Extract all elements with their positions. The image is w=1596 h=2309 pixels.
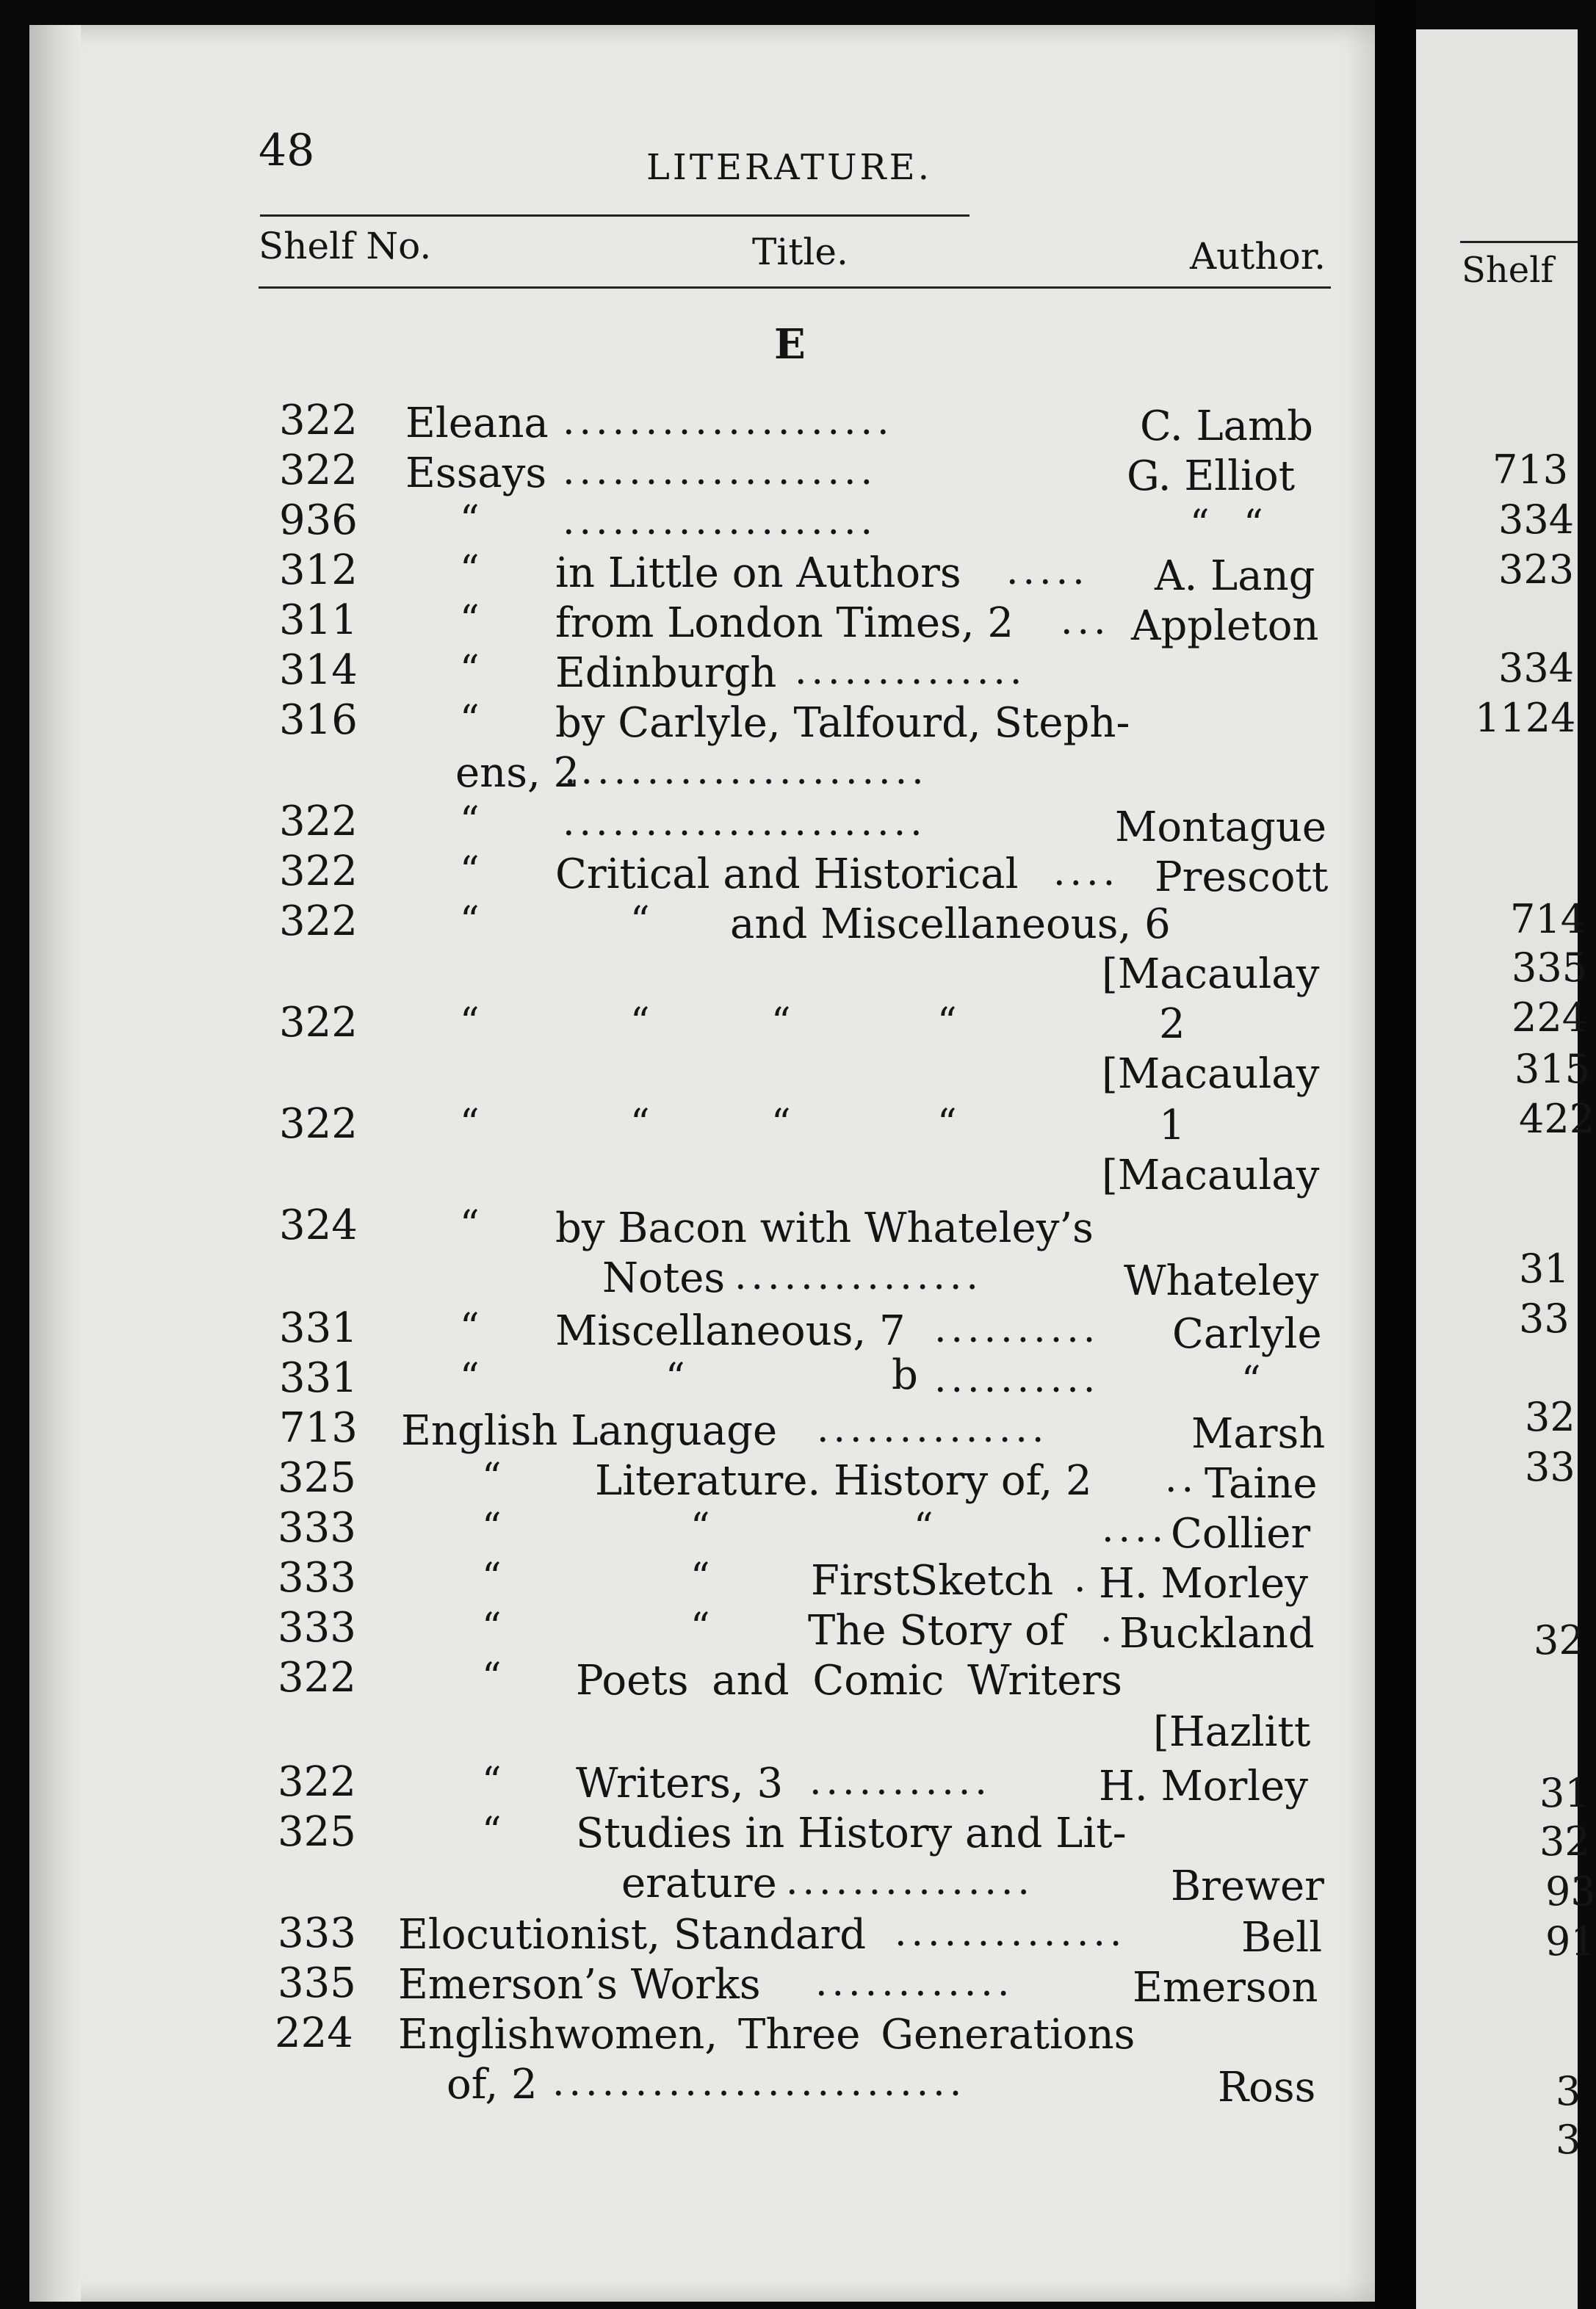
- leader-dots: .: [1100, 1607, 1117, 1651]
- shelf-number: 713: [279, 1404, 358, 1452]
- entry-title: Englishwomen, Three Generations: [398, 2011, 1135, 2059]
- entry-author: Appleton: [1131, 602, 1319, 650]
- ditto-mark: “: [460, 548, 480, 592]
- leader-dots: ....: [1102, 1507, 1169, 1551]
- entry-author: Bell: [1241, 1914, 1323, 1962]
- facing-page: [1416, 29, 1596, 2309]
- facing-page-header: Shelf: [1462, 250, 1554, 291]
- facing-shelf-number: 224: [1512, 994, 1588, 1041]
- ditto-mark: “: [937, 1000, 957, 1044]
- facing-shelf-number: 335: [1512, 944, 1588, 991]
- entry-author: [Macaulay: [1102, 1152, 1320, 1199]
- leader-dots: ....................: [563, 400, 894, 444]
- entry-title: from London Times, 2: [555, 599, 1014, 647]
- entry-author: H. Morley: [1099, 1763, 1308, 1810]
- shelf-number: 224: [275, 2009, 353, 2057]
- facing-shelf-number: 91: [1545, 1918, 1596, 1965]
- column-header-author: Author.: [1190, 235, 1326, 278]
- ditto-mark: “: [690, 1506, 710, 1550]
- facing-shelf-number: 32: [1534, 1617, 1584, 1663]
- facing-shelf-number: 31: [1519, 1246, 1570, 1292]
- entry-author: Taine: [1205, 1460, 1318, 1508]
- entry-author: G. Elliot: [1127, 452, 1296, 500]
- ditto-mark: “: [460, 598, 480, 642]
- leader-dots: ..........: [934, 1307, 1100, 1351]
- ditto-mark: “: [630, 1102, 650, 1146]
- facing-shelf-number: 32: [1539, 1818, 1590, 1865]
- shelf-number: 333: [278, 1554, 356, 1602]
- entry-author: Montague: [1115, 803, 1327, 851]
- leader-dots: ...................: [563, 499, 878, 543]
- shelf-number: 322: [279, 848, 358, 895]
- ditto-mark: “: [460, 698, 480, 742]
- ditto-mark: “: [460, 799, 480, 843]
- ditto-mark: “: [665, 1356, 685, 1400]
- shelf-number: 316: [279, 696, 358, 744]
- ditto-mark: “: [630, 899, 650, 943]
- entry-author: Marsh: [1191, 1410, 1326, 1458]
- entry-author: Whateley: [1124, 1257, 1319, 1305]
- entry-author: [Macaulay: [1102, 1050, 1320, 1098]
- shelf-number: 325: [278, 1454, 356, 1502]
- entry-author: “ “: [1190, 502, 1263, 546]
- facing-shelf-number: 32: [1525, 1394, 1575, 1440]
- entry-author: Carlyle: [1172, 1310, 1322, 1358]
- ditto-mark: “: [482, 1760, 502, 1804]
- entry-title: Edinburgh: [555, 649, 777, 697]
- shelf-number: 325: [278, 1808, 356, 1856]
- ditto-mark: “: [937, 1102, 957, 1146]
- facing-shelf-number: 315: [1514, 1046, 1591, 1092]
- entry-title: Emerson’s Works: [398, 1961, 761, 2009]
- shelf-number: 322: [279, 447, 358, 494]
- entry-author: C. Lamb: [1140, 402, 1313, 450]
- entry-author: Prescott: [1155, 853, 1329, 901]
- facing-shelf-number: 713: [1492, 447, 1569, 493]
- facing-shelf-number: 334: [1498, 496, 1575, 543]
- facing-shelf-number: 93: [1545, 1868, 1596, 1915]
- ditto-mark: “: [482, 1555, 502, 1600]
- entry-author: “: [1241, 1359, 1261, 1403]
- facing-shelf-number: 3: [1556, 2068, 1581, 2114]
- facing-shelf-number: 422: [1519, 1096, 1595, 1142]
- entry-title: Literature. History of, 2: [595, 1457, 1092, 1505]
- shelf-number: 333: [278, 1504, 356, 1552]
- entry-author: Brewer: [1171, 1862, 1324, 1910]
- shelf-number: 322: [279, 798, 358, 845]
- ditto-mark: “: [460, 1306, 480, 1350]
- ditto-mark: “: [460, 1000, 480, 1044]
- entry-title: in Little on Authors: [555, 549, 961, 597]
- ditto-mark: “: [460, 498, 480, 542]
- entry-title: b: [892, 1351, 918, 1399]
- shelf-number: 335: [278, 1959, 356, 2007]
- shelf-number: 333: [278, 1909, 356, 1957]
- leader-dots: ......................: [564, 749, 928, 793]
- entry-title: and Miscellaneous, 6: [730, 900, 1171, 948]
- ditto-mark: “: [690, 1555, 710, 1600]
- ditto-mark: “: [482, 1456, 502, 1500]
- entry-title: Miscellaneous, 7: [555, 1307, 906, 1355]
- ditto-mark: “: [771, 1102, 791, 1146]
- entry-title: Poets and Comic Writers: [576, 1657, 1123, 1705]
- ditto-mark: “: [771, 1000, 791, 1044]
- entry-title: Critical and Historical: [555, 850, 1019, 898]
- entry-title: English Language: [401, 1407, 778, 1455]
- entry-title: by Carlyle, Talfourd, Steph-: [555, 699, 1130, 747]
- leader-dots: ......................: [563, 801, 927, 845]
- leader-dots: .....: [1006, 549, 1089, 593]
- leader-dots: ..............: [817, 1407, 1049, 1451]
- entry-title-continued: erature: [621, 1860, 777, 1907]
- ditto-mark: “: [630, 1000, 650, 1044]
- entry-title: by Bacon with Whateley’s: [555, 1204, 1094, 1252]
- ditto-mark: “: [482, 1655, 502, 1699]
- entry-title: Elocutionist, Standard: [398, 1911, 867, 1959]
- shelf-number: 322: [279, 897, 358, 945]
- entry-title: Eleana: [405, 400, 549, 447]
- ditto-mark: “: [482, 1506, 502, 1550]
- entry-title-continued: of, 2: [447, 2061, 538, 2109]
- leader-dots: ...............: [734, 1254, 983, 1298]
- entry-title-continued: Notes: [602, 1254, 726, 1302]
- leader-dots: ..........: [934, 1357, 1100, 1401]
- leader-dots: ..: [1165, 1457, 1199, 1501]
- shelf-number: 311: [279, 596, 358, 644]
- running-head: LITERATURE.: [646, 147, 932, 188]
- ditto-mark: “: [460, 1356, 480, 1400]
- ditto-mark: “: [460, 899, 480, 943]
- shelf-number: 331: [279, 1304, 358, 1352]
- facing-shelf-number: 3: [1556, 2117, 1581, 2163]
- header-rule-top: [260, 214, 969, 217]
- facing-shelf-number: 1124: [1475, 695, 1576, 741]
- leader-dots: ...: [1061, 599, 1111, 643]
- entry-title: Essays: [405, 449, 547, 497]
- facing-shelf-number: 33: [1525, 1444, 1575, 1490]
- entry-author: A. Lang: [1155, 552, 1315, 600]
- leader-dots: .........................: [552, 2061, 967, 2105]
- page-number: 48: [259, 125, 315, 176]
- entry-title-continued: ens, 2: [455, 749, 580, 797]
- entry-author: Emerson: [1133, 1964, 1318, 2012]
- ditto-mark: “: [460, 849, 480, 893]
- leader-dots: ....: [1053, 850, 1120, 895]
- shelf-number: 322: [279, 999, 358, 1047]
- facing-shelf-number: 334: [1498, 645, 1575, 691]
- ditto-mark: “: [690, 1605, 710, 1649]
- entry-author: H. Morley: [1099, 1560, 1308, 1608]
- page-gutter: [29, 25, 81, 2302]
- volume-count: 2: [1159, 1000, 1185, 1048]
- entry-author: Collier: [1171, 1510, 1311, 1558]
- entry-title: The Story of: [808, 1607, 1065, 1655]
- leader-dots: ...........: [809, 1760, 992, 1804]
- ditto-mark: “: [482, 1810, 502, 1854]
- leader-dots: ...............: [786, 1860, 1034, 1904]
- leader-dots: ............: [815, 1961, 1014, 2005]
- leader-dots: .: [1074, 1557, 1091, 1601]
- facing-shelf-number: 31: [1539, 1770, 1590, 1816]
- shelf-number: 314: [279, 646, 358, 694]
- shelf-number: 936: [279, 496, 358, 544]
- entry-author: [Macaulay: [1102, 950, 1320, 998]
- entry-author: [Hazlitt: [1153, 1708, 1311, 1756]
- ditto-mark: “: [460, 648, 480, 692]
- facing-shelf-number: 714: [1510, 896, 1586, 942]
- leader-dots: ...................: [563, 449, 878, 494]
- entry-title: FirstSketch: [811, 1557, 1054, 1605]
- shelf-number: 331: [279, 1354, 358, 1402]
- facing-shelf-number: 323: [1498, 546, 1575, 593]
- shelf-number: 322: [279, 1100, 358, 1148]
- shelf-number: 312: [279, 546, 358, 594]
- column-header-title: Title.: [752, 231, 848, 273]
- header-rule-bottom: [259, 286, 1331, 289]
- shelf-number: 322: [278, 1758, 356, 1806]
- volume-count: 1: [1159, 1102, 1185, 1149]
- facing-shelf-number: 33: [1519, 1296, 1570, 1342]
- leader-dots: ..............: [895, 1911, 1127, 1955]
- ditto-mark: “: [482, 1605, 502, 1649]
- entry-author: Buckland: [1119, 1610, 1315, 1658]
- shelf-number: 324: [279, 1202, 358, 1249]
- section-letter: E: [774, 320, 806, 369]
- column-header-shelf: Shelf No.: [259, 225, 432, 267]
- entry-title: Studies in History and Lit-: [576, 1810, 1127, 1857]
- shelf-number: 322: [279, 397, 358, 444]
- ditto-mark: “: [460, 1102, 480, 1146]
- ditto-mark: “: [460, 1203, 480, 1247]
- book-spine: [1375, 0, 1416, 2309]
- entry-author: Ross: [1218, 2064, 1316, 2111]
- ditto-mark: “: [914, 1506, 934, 1550]
- facing-page-rule: [1460, 241, 1578, 243]
- entry-title: Writers, 3: [576, 1760, 784, 1807]
- leader-dots: ..............: [795, 649, 1027, 693]
- shelf-number: 322: [278, 1654, 356, 1702]
- shelf-number: 333: [278, 1604, 356, 1652]
